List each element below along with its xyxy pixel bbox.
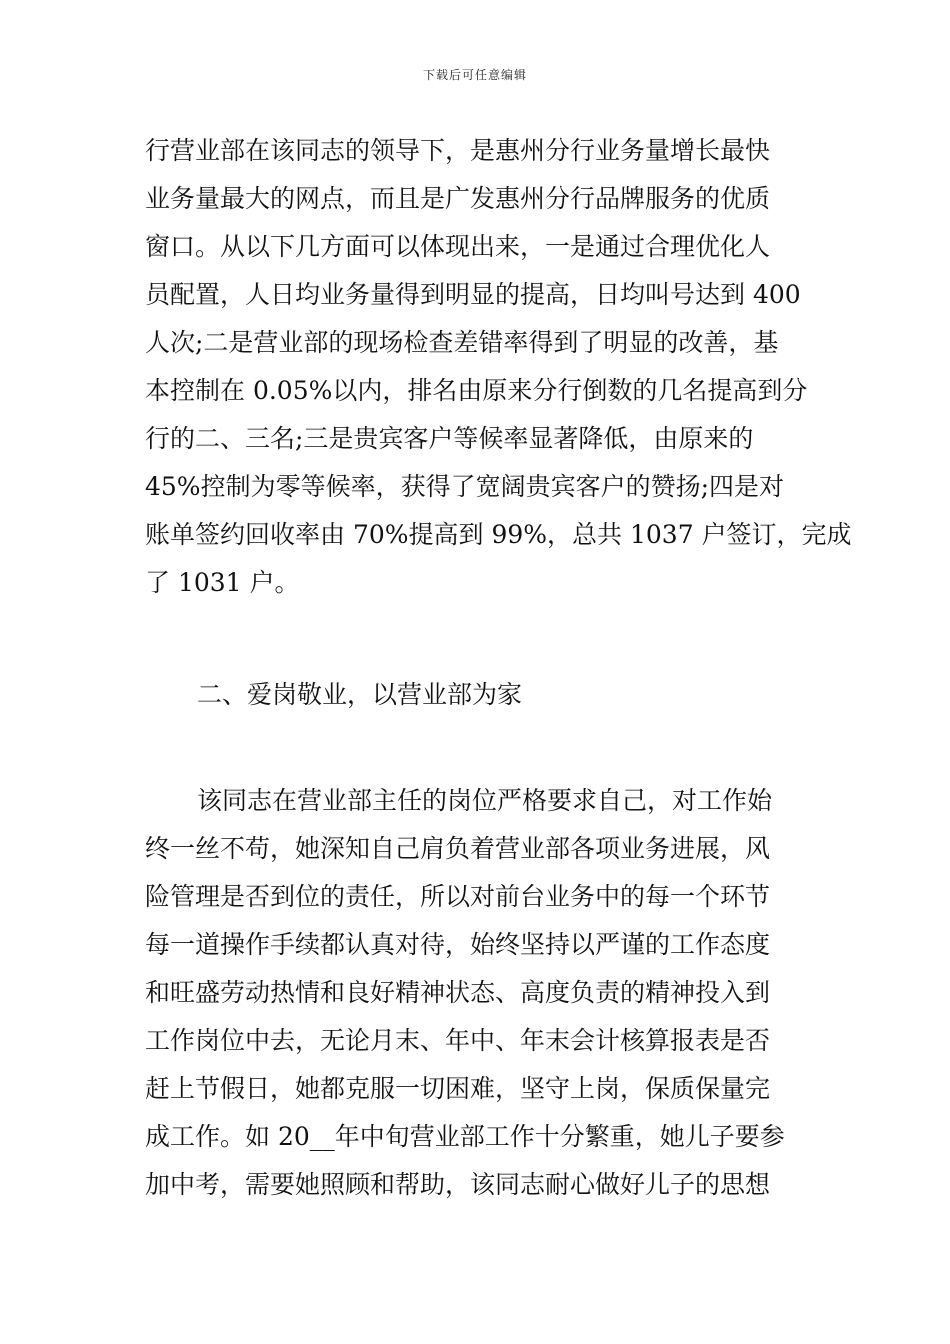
paragraph-line: 和旺盛劳动热情和良好精神状态、高度负责的精神投入到 bbox=[145, 978, 771, 1007]
paragraph-line: 每一道操作手续都认真对待，始终坚持以严谨的工作态度 bbox=[145, 930, 771, 959]
paragraph-line: 该同志在营业部主任的岗位严格要求自己，对工作始 bbox=[197, 786, 773, 815]
paragraph-line: 赶上节假日，她都克服一切困难，坚守上岗，保质保量完 bbox=[145, 1074, 771, 1103]
paragraph-line: 账单签约回收率由 70%提高到 99%，总共 1037 户签订，完成 bbox=[145, 520, 852, 549]
section-heading-text: 二、爱岗敬业，以营业部为家 bbox=[197, 680, 523, 709]
paragraph-line: 本控制在 0.05%以内，排名由原来分行倒数的几名提高到分 bbox=[145, 376, 808, 405]
paragraph-line: 终一丝不苟，她深知自己肩负着营业部各项业务进展，风 bbox=[145, 834, 771, 863]
page-header-note: 下载后可任意编辑 bbox=[422, 68, 527, 82]
paragraph-line: 行营业部在该同志的领导下，是惠州分行业务量增长最快 bbox=[145, 136, 771, 165]
section-heading bbox=[145, 671, 810, 719]
paragraph-line: 加中考，需要她照顾和帮助，该同志耐心做好儿子的思想 bbox=[145, 1170, 771, 1199]
paragraph-2 bbox=[145, 777, 810, 1209]
paragraph-line: 险管理是否到位的责任，所以对前台业务中的每一个环节 bbox=[145, 882, 771, 911]
paragraph-line: 成工作。如 20__年中旬营业部工作十分繁重，她儿子要参 bbox=[145, 1122, 785, 1151]
paragraph-line: 员配置，人日均业务量得到明显的提高，日均叫号达到 400 bbox=[145, 280, 801, 309]
paragraph-line: 窗口。从以下几方面可以体现出来，一是通过合理优化人 bbox=[145, 232, 771, 261]
paragraph-line: 行的二、三名;三是贵宾客户等候率显著降低，由原来的 bbox=[145, 424, 754, 453]
paragraph-line: 人次;二是营业部的现场检查差错率得到了明显的改善，基 bbox=[145, 328, 779, 357]
paragraph-line: 工作岗位中去，无论月末、年中、年末会计核算报表是否 bbox=[145, 1026, 771, 1055]
paragraph-line: 业务量最大的网点，而且是广发惠州分行品牌服务的优质 bbox=[145, 184, 771, 213]
paragraph-line: 45%控制为零等候率，获得了宽阔贵宾客户的赞扬;四是对 bbox=[145, 472, 784, 501]
paragraph-1 bbox=[145, 127, 852, 607]
paragraph-line: 了 1031 户。 bbox=[145, 568, 300, 597]
